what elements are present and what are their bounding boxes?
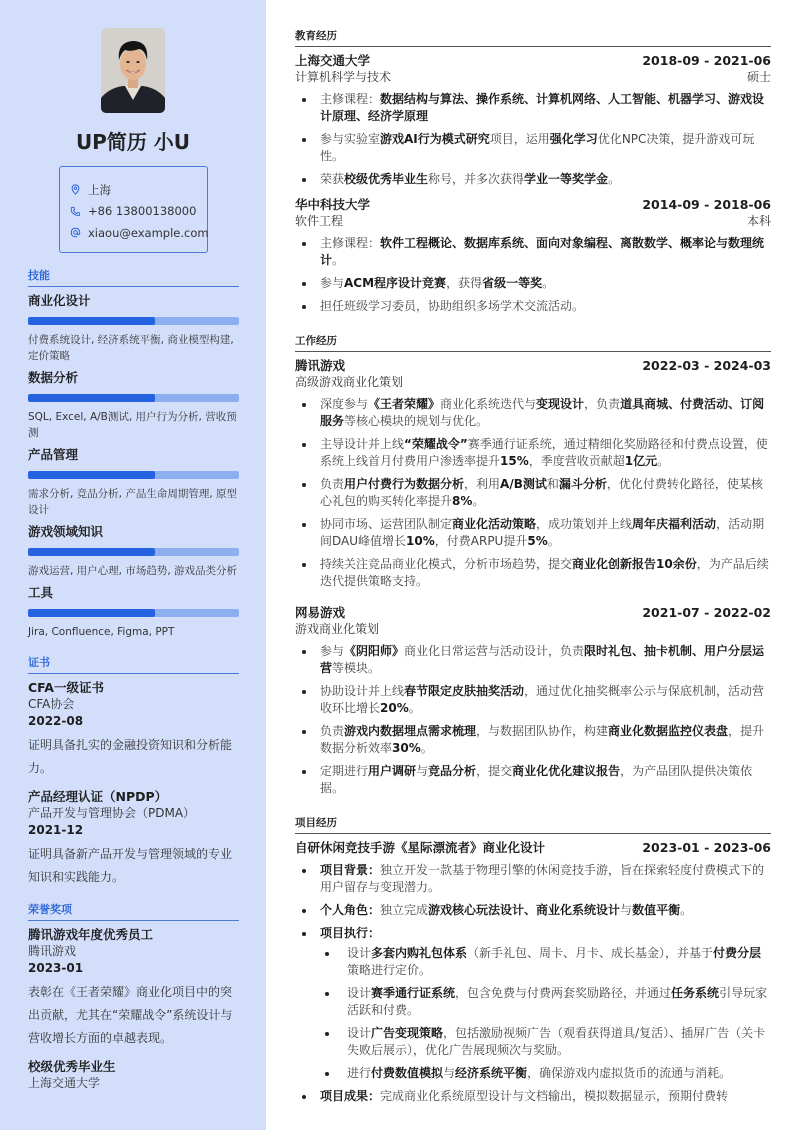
skill-level-bar (28, 609, 239, 617)
bullet-list (295, 643, 771, 797)
contact-phone (70, 201, 207, 223)
contact-location (70, 179, 207, 201)
bullet-item: 主修课程：软件工程概论、数据库系统、面向对象编程、离散数学、概率论与数理统计。 (295, 235, 771, 269)
skill-name: 工具 (28, 585, 54, 600)
certificate-desc: 证明具备新产品开发与管理领域的专业知识和实践能力。 (28, 847, 233, 884)
award-date: 2023-01 (28, 961, 84, 975)
entry-header (295, 52, 771, 69)
job-title: 游戏商业化策划 (295, 622, 380, 636)
bullet-item: 个人角色：独立完成游戏核心玩法设计、商业化系统设计与数值平衡。 (295, 902, 771, 919)
bullet-item: 项目背景：独立开发一款基于物理引擎的休闲竞技手游，旨在探索轻度付费模式下的用户留存与变现潜力。 (295, 862, 771, 896)
award-org: 腾讯游戏 (28, 944, 77, 958)
entry-subheader (295, 69, 771, 85)
education-entry (295, 52, 771, 188)
major: 软件工程 (295, 214, 344, 228)
entry-subheader (295, 621, 771, 637)
certificate-org: 产品开发与管理协会（PDMA） (28, 806, 196, 820)
skill-level-fill (28, 548, 155, 556)
skill-item (28, 584, 239, 640)
project-entry (295, 839, 771, 1105)
entry-subheader (295, 213, 771, 229)
skills-list (28, 292, 239, 640)
phone-icon (70, 206, 81, 217)
skill-level-fill (28, 394, 155, 402)
contact-email (70, 222, 207, 244)
company-name: 网易游戏 (295, 605, 346, 620)
bullet-item: 持续关注竞品商业化模式，分析市场趋势，提交商业化创新报告10余份，为产品后续迭代提供策略支持。 (295, 556, 771, 590)
work-entry (295, 604, 771, 797)
projects-heading: 项目经历 (295, 815, 771, 834)
skill-name: 游戏领域知识 (28, 524, 104, 539)
certificate-date: 2021-12 (28, 823, 84, 837)
skill-desc: 游戏运营, 用户心理, 市场趋势, 游戏品类分析 (28, 565, 238, 577)
bullet-list (295, 91, 771, 188)
award-title: 校级优秀毕业生 (28, 1059, 116, 1074)
certificates-section (28, 654, 239, 889)
bullet-item: 参与实验室游戏AI行为模式研究项目，运用强化学习优化NPC决策，提升游戏可玩性。 (295, 131, 771, 165)
skill-level-fill (28, 471, 155, 479)
work-entry (295, 357, 771, 590)
candidate-name: UP简历 小U (75, 130, 191, 154)
degree: 硕士 (746, 70, 771, 84)
certificate-item (28, 788, 239, 889)
project-title: 自研休闲竞技手游《星际漂流者》商业化设计 (295, 840, 546, 855)
skill-level-fill (28, 609, 155, 617)
sidebar (0, 0, 266, 1130)
skill-item (28, 292, 239, 364)
work-heading: 工作经历 (295, 333, 771, 352)
bullet-item: 负责游戏内数据埋点需求梳理，与数据团队协作，构建商业化数据监控仪表盘，提升数据分析效率30%。 (295, 723, 771, 757)
bullet-list (295, 862, 771, 1105)
bullet-item: 定期进行用户调研与竞品分析，提交商业化优化建议报告，为产品团队提供决策依据。 (295, 763, 771, 797)
award-item (28, 926, 239, 1050)
bullet-item: 设计赛季通行证系统，包含免费与付费两套奖励路径，并通过任务系统引导玩家活跃和付费。 (320, 985, 771, 1019)
entry-subheader (295, 374, 771, 390)
date-range: 2018-09 - 2021-06 (642, 53, 771, 68)
date-range: 2022-03 - 2024-03 (642, 358, 771, 373)
skill-item (28, 369, 239, 441)
certificates-heading: 证书 (28, 654, 239, 674)
awards-heading: 荣誉奖项 (28, 901, 239, 921)
major: 计算机科学与技术 (295, 70, 392, 84)
award-item (28, 1058, 239, 1092)
skill-name: 商业化设计 (28, 293, 91, 308)
certificate-org: CFA协会 (28, 697, 75, 711)
skill-level-bar (28, 548, 239, 556)
skill-desc: Jira, Confluence, Figma, PPT (28, 626, 175, 638)
company-name: 腾讯游戏 (295, 358, 346, 373)
location-pin-icon (70, 184, 81, 195)
bullet-list (295, 235, 771, 315)
projects-section (295, 815, 771, 1105)
bullet-item: 项目成果：完成商业化系统原型设计与文档输出，模拟数据显示，预期付费转 (295, 1088, 771, 1105)
bullet-item: 协同市场、运营团队制定商业化活动策略，成功策划并上线周年庆福利活动，活动期间DAU峰值增长10%，付费ARPU提升5%。 (295, 516, 771, 550)
phone-text[interactable]: +86 13800138000 (88, 204, 197, 219)
skills-heading: 技能 (28, 267, 239, 287)
email-at-icon (70, 227, 81, 238)
skill-item (28, 523, 239, 579)
bullet-item: 主修课程：数据结构与算法、操作系统、计算机网络、人工智能、机器学习、游戏设计原理、经济学原理 (295, 91, 771, 125)
bullet-item: 主导设计并上线“荣耀战令”赛季通行证系统，通过精细化奖励路径和付费点设置，使系统上线首月付费用户渗透率提升15%，季度营收贡献超1亿元。 (295, 436, 771, 470)
main-content (295, 28, 771, 1119)
bullet-item: 参与《阴阳师》商业化日常运营与活动设计，负责限时礼包、抽卡机制、用户分层运营等模块。 (295, 643, 771, 677)
entry-header (295, 357, 771, 374)
certificate-date: 2022-08 (28, 714, 84, 728)
job-title: 高级游戏商业化策划 (295, 375, 404, 389)
avatar-illustration (101, 28, 165, 113)
certificate-title: CFA一级证书 (28, 680, 104, 695)
skill-level-bar (28, 317, 239, 325)
bullet-list (295, 396, 771, 590)
sub-bullet-list (320, 945, 771, 1082)
skill-item (28, 446, 239, 518)
certificate-desc: 证明具备扎实的金融投资知识和分析能力。 (28, 738, 233, 775)
bullet-item: 设计多套内购礼包体系（新手礼包、周卡、月卡、成长基金），并基于付费分层策略进行定价。 (320, 945, 771, 979)
location-text: 上海 (88, 182, 111, 197)
entry-header (295, 839, 771, 856)
education-entry (295, 196, 771, 315)
skill-level-bar (28, 394, 239, 402)
school-name: 华中科技大学 (295, 197, 371, 212)
education-heading: 教育经历 (295, 28, 771, 47)
date-range: 2014-09 - 2018-06 (642, 197, 771, 212)
contact-card (59, 166, 208, 253)
bullet-item: 项目执行： 设计多套内购礼包体系（新手礼包、周卡、月卡、成长基金），并基于付费分层策略进行定价。 设计赛季通行证系统，包含免费与付费两套奖励路径，并通过任务系统引导玩家活跃和付费。 设计广告变现策略，包括激励视频广告（观看获得道具/复活）、插屏广告（关卡失败后展示），优化广告展现频次与奖励。 进行付费数值模拟与经济系统平衡，确保游戏内虚拟货币的流通与消耗。 (295, 925, 771, 1082)
bullet-item: 深度参与《王者荣耀》商业化系统迭代与变现设计，负责道具商城、付费活动、订阅服务等核心模块的规划与优化。 (295, 396, 771, 430)
work-section (295, 333, 771, 797)
school-name: 上海交通大学 (295, 53, 371, 68)
awards-section (28, 901, 239, 1092)
bullet-item: 参与ACM程序设计竞赛，获得省级一等奖。 (295, 275, 771, 292)
award-org: 上海交通大学 (28, 1076, 101, 1090)
entry-header (295, 604, 771, 621)
certificate-title: 产品经理认证（NPDP） (28, 789, 168, 804)
skill-level-fill (28, 317, 155, 325)
bullet-item: 协助设计并上线春节限定皮肤抽奖活动，通过优化抽奖概率公示与保底机制，活动营收环比增长20%。 (295, 683, 771, 717)
education-section (295, 28, 771, 315)
award-desc: 表彰在《王者荣耀》商业化项目中的突出贡献，尤其在“荣耀战令”系统设计与营收增长方面的卓越表现。 (28, 985, 233, 1045)
skill-name: 数据分析 (28, 370, 79, 385)
sidebar-content (28, 267, 239, 1092)
date-range: 2023-01 - 2023-06 (642, 840, 771, 855)
bullet-item: 担任班级学习委员，协助组织多场学术交流活动。 (295, 298, 771, 315)
skill-desc: 付费系统设计, 经济系统平衡, 商业模型构建, 定价策略 (28, 334, 234, 362)
bullet-item: 进行付费数值模拟与经济系统平衡，确保游戏内虚拟货币的流通与消耗。 (320, 1065, 771, 1082)
skill-level-bar (28, 471, 239, 479)
certificate-item (28, 679, 239, 780)
bullet-item: 负责用户付费行为数据分析，利用A/B测试和漏斗分析，优化付费转化路径，使某核心礼包的购买转化率提升8%。 (295, 476, 771, 510)
entry-header (295, 196, 771, 213)
bullet-item: 荣获校级优秀毕业生称号，并多次获得学业一等奖学金。 (295, 171, 771, 188)
profile-photo (101, 28, 165, 113)
skill-desc: 需求分析, 竞品分析, 产品生命周期管理, 原型设计 (28, 488, 238, 516)
email-text[interactable]: xiaou@example.com (88, 225, 209, 240)
degree: 本科 (746, 214, 771, 228)
skill-name: 产品管理 (28, 447, 79, 462)
skill-desc: SQL, Excel, A/B测试, 用户行为分析, 营收预测 (28, 411, 237, 439)
award-title: 腾讯游戏年度优秀员工 (28, 927, 154, 942)
bullet-item: 设计广告变现策略，包括激励视频广告（观看获得道具/复活）、插屏广告（关卡失败后展示），优化广告展现频次与奖励。 (320, 1025, 771, 1059)
date-range: 2021-07 - 2022-02 (642, 605, 771, 620)
